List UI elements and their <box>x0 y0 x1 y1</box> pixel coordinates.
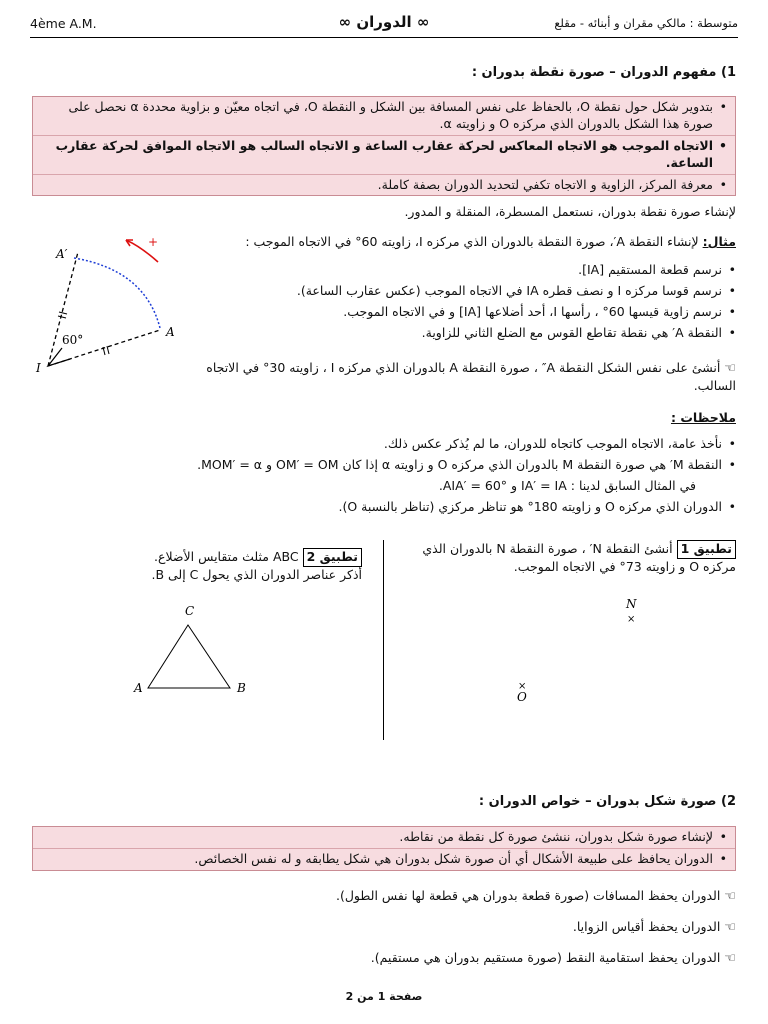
bullet-icon: • <box>728 282 736 298</box>
definition-box <box>32 96 736 196</box>
application-2-label: تطبيق 2 <box>303 548 362 567</box>
properties-box <box>32 826 736 871</box>
point-A-prime-label: A′ <box>56 247 68 261</box>
list-item: • نرسم قطعة المستقيم [IA]. <box>578 262 736 277</box>
angle-label: 60° <box>62 333 84 347</box>
application-1-figure <box>500 595 660 710</box>
tick-mark <box>59 312 67 314</box>
page-title: ∞ الدوران ∞ <box>338 13 430 31</box>
bullet-icon: • <box>719 176 727 192</box>
bullet-icon: • <box>728 436 736 451</box>
bullet-icon: • <box>728 498 736 514</box>
hand-pointer-icon: ☜ <box>724 920 736 935</box>
definition-item: • بتدوير شكل حول نقطة O، بالحفاظ على نفس المسافة بين الشكل و النقطة O، في اتجاه معيّن و بزاوية محددة α نحصل على صورة هذا الشكل بالدوران الذي مركزه O و زاويته α. <box>33 97 735 136</box>
point-N-mark: × <box>627 614 636 625</box>
hand-pointer-icon: ☜ <box>724 951 736 966</box>
point-C-label: C <box>185 604 195 618</box>
bullet-icon: • <box>728 324 736 340</box>
column-divider <box>383 540 384 740</box>
triangle-figure <box>125 600 260 700</box>
list-item: • نأخذ عامة، الاتجاه الموجب كاتجاه للدوران، ما لم يُذكر عكس ذلك. <box>383 436 736 451</box>
page-number: صفحة 1 من 2 <box>345 990 423 1003</box>
point-O-mark: × <box>518 681 527 692</box>
point-N-label: N <box>626 597 637 611</box>
list-item: في المثال السابق لدينا : IA′ = IA و AIA′ = 60°. <box>438 477 696 493</box>
example-heading <box>200 234 736 251</box>
segment-IA-prime <box>48 252 78 366</box>
example-label: مثال: <box>702 234 736 249</box>
application-2 <box>112 548 362 584</box>
plus-label: + <box>148 235 159 249</box>
point-B-label: B <box>237 681 246 695</box>
bullet-icon: • <box>719 829 727 844</box>
page-header <box>30 8 738 38</box>
property-angles: ☜الدوران يحفظ أقياس الزوايا. <box>572 919 736 935</box>
school-name: متوسطة : مالكي مقران و أبنائه - مقلع <box>554 16 738 30</box>
notes-list <box>100 436 736 520</box>
list-item: • نرسم قوسا مركزه I و نصف قطره IA في الاتجاه الموجب (عكس عقارب الساعة). <box>296 282 736 298</box>
point-A-label: A <box>166 325 175 339</box>
application-2-question: أذكر عناصر الدوران الذي يحول C إلى B. <box>151 566 362 582</box>
list-item: • نرسم زاوية قيسها 60° ، رأسها I، أحد أضلاعها [IA] و في الاتجاه الموجب. <box>343 303 736 319</box>
image-construction-item: • لإنشاء صورة شكل بدوران، ننشئ صورة كل نقطة من نقاطه. <box>33 827 735 849</box>
section2-title: 2) صورة شكل بدوران – خواص الدوران : <box>478 794 736 809</box>
exercise-text: ☜أنشئ على نفس الشكل النقطة A″ ، صورة النقطة A بالدوران الذي مركزه I ، زاويته 30° في الاتجاه السالب. <box>206 360 736 393</box>
notes-title: ملاحظات : <box>670 410 736 425</box>
application-1-label: تطبيق 1 <box>677 540 736 559</box>
level-label: 4ème A.M. <box>30 16 97 31</box>
bullet-icon: • <box>728 262 736 277</box>
application-1 <box>406 540 736 576</box>
list-item: • النقطة M′ هي صورة النقطة M بالدوران الذي مركزه O و زاويته α إذا كان OM′ = OM و MOM′ = α. <box>197 456 736 472</box>
triangle-ABC <box>148 625 230 688</box>
steps-list <box>200 262 736 346</box>
point-A-label: A <box>134 681 143 695</box>
example-text: لإنشاء النقطة A′، صورة النقطة بالدوران الذي مركزه I، زاويته 60° في الاتجاه الموجب : <box>245 234 699 249</box>
tools-text: لإنشاء صورة نقطة بدوران، نستعمل المسطرة، المنقلة و المدور. <box>404 204 736 219</box>
property-collinearity: ☜الدوران يحفظ استقامية النقط (صورة مستقيم بدوران هي مستقيم). <box>370 950 736 966</box>
direction-item: • الاتجاه الموجب هو الاتجاه المعاكس لحركة عقارب الساعة و الاتجاه السالب هو الاتجاه الموافق لحركة عقارب الساعة. <box>33 136 735 175</box>
bullet-icon: • <box>728 303 736 319</box>
application-1-text: أنشئ النقطة N′ ، صورة النقطة N بالدوران الذي مركزه O و زاويته 73° في الاتجاه الموجب. <box>422 541 736 574</box>
application-2-text: ABC مثلث متقايس الأضلاع. <box>154 549 299 564</box>
rotation-figure <box>30 230 200 380</box>
point-O-label: O <box>517 690 527 704</box>
bullet-icon: • <box>719 99 727 114</box>
section1-title: 1) مفهوم الدوران – صورة نقطة بدوران : <box>471 65 736 80</box>
shape-preservation-item: • الدوران يحافظ على طبيعة الأشكال أي أن صورة شكل بدوران هي شكل يطابقه و له نفس الخصائص. <box>194 850 727 866</box>
list-item: • النقطة A′ هي نقطة تقاطع القوس مع الضلع الثاني للزاوية. <box>421 324 736 340</box>
bullet-icon: • <box>728 456 736 472</box>
tick-mark <box>107 346 109 354</box>
point-I-label: I <box>36 361 41 375</box>
property-distance: ☜الدوران يحفظ المسافات (صورة قطعة بدوران هي قطعة لها نفس الطول). <box>336 888 736 904</box>
tick-mark <box>58 316 66 318</box>
determination-item: • معرفة المركز، الزاوية و الاتجاه تكفي لتحديد الدوران بصفة كاملة. <box>377 176 727 192</box>
bullet-icon: • <box>719 850 727 866</box>
bullet-icon: • <box>719 137 727 153</box>
hand-pointer-icon: ☜ <box>724 889 736 904</box>
hand-pointer-icon: ☜ <box>724 361 736 376</box>
rotation-arc <box>74 258 160 328</box>
angle-mark <box>48 348 70 366</box>
list-item: • الدوران الذي مركزه O و زاويته 180° هو تناظر مركزي (تناظر بالنسبة O). <box>338 498 736 514</box>
